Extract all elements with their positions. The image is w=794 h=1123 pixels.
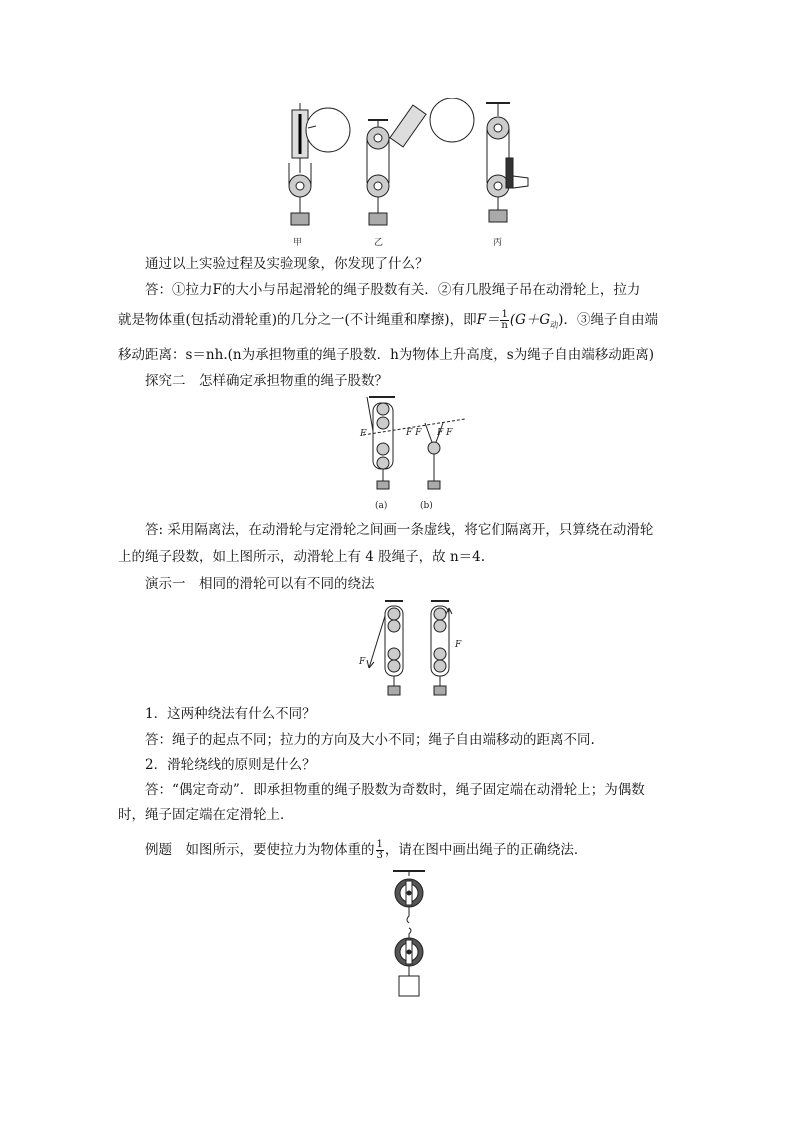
figure2-caption-a: (a): [375, 501, 388, 511]
section-heading-demo1: 演示一 相同的滑轮可以有不同的绕法: [145, 576, 375, 592]
figure2-force-label-1: F: [360, 429, 367, 439]
figure1-caption-bing: 丙: [493, 238, 503, 248]
formula-fraction: [500, 310, 508, 331]
example-text-after: ，请在图中画出绳子的正确绕法．: [384, 842, 588, 858]
figure1-caption-jia: 甲: [293, 238, 303, 248]
answer-1: 答：绳子的起点不同；拉力的方向及大小不同；绳子自由端移动的距离不同.: [145, 732, 595, 748]
formula-lhs: F＝: [476, 312, 500, 328]
question-1: 1．这两种绕法有什么不同？: [145, 706, 316, 722]
pulley-experiment-figure: [280, 98, 550, 248]
formula-subscript: 动: [550, 320, 559, 330]
figure3-force-label-right: F: [455, 640, 462, 650]
answer-2-line1: 答：“偶定奇动”．即承担物重的绳子股数为奇数时，绳子固定端在动滑轮上；为偶数: [145, 782, 645, 798]
answer-text-before: 就是物体重(包括动滑轮重)的几分之一(不计绳重和摩擦)，即: [118, 312, 477, 328]
answer-text-after: )．③绳子自由端: [558, 312, 658, 328]
example-pulley-figure: [385, 868, 435, 1000]
example-fraction-denominator: 3: [376, 850, 383, 861]
fraction-numerator: 1: [501, 309, 508, 320]
figure2-caption-b: (b): [420, 501, 433, 511]
fraction-denominator: n: [501, 320, 508, 331]
figure2-force-label-3: F F: [437, 428, 453, 438]
paragraph-isolation-line1: 答: 采用隔离法，在动滑轮与定滑轮之间画一条虚线，将它们隔离开，只算绕在动滑轮: [145, 522, 654, 538]
paragraph-isolation-line2: 上的绳子段数，如上图所示，动滑轮上有 4 股绳子，故 n＝4.: [118, 549, 486, 565]
figure3-force-label-left: F: [359, 657, 366, 667]
example-problem: [145, 840, 705, 861]
example-fraction: [376, 840, 384, 861]
paragraph-question: 通过以上实验过程及实验现象，你发现了什么？: [145, 256, 429, 272]
pulley-isolation-figure: [355, 393, 475, 498]
paragraph-answer-line2: [118, 310, 678, 335]
section-heading-explore2: 探究二 怎样确定承担物重的绳子股数？: [145, 373, 388, 389]
figure2-force-label-2: F F: [406, 428, 422, 438]
question-2: 2．滑轮绕线的原则是什么？: [145, 757, 316, 773]
figure1-caption-yi: 乙: [374, 238, 384, 248]
paragraph-answer-line1: 答：①拉力F的大小与吊起滑轮的绳子股数有关．②有几股绳子吊在动滑轮上，拉力: [145, 282, 641, 298]
example-fraction-numerator: 1: [376, 839, 383, 850]
example-text-before: 例题 如图所示，要使拉力为物体重的: [145, 842, 375, 858]
paragraph-answer-line3: 移动距离：s＝nh.(n为承担物重的绳子股数．h为物体上升高度，s为绳子自由端移动距离): [118, 347, 654, 363]
answer-2-line2: 时，绳子固定端在定滑轮上．: [118, 807, 294, 823]
formula-rhs: (G＋G: [509, 312, 551, 328]
